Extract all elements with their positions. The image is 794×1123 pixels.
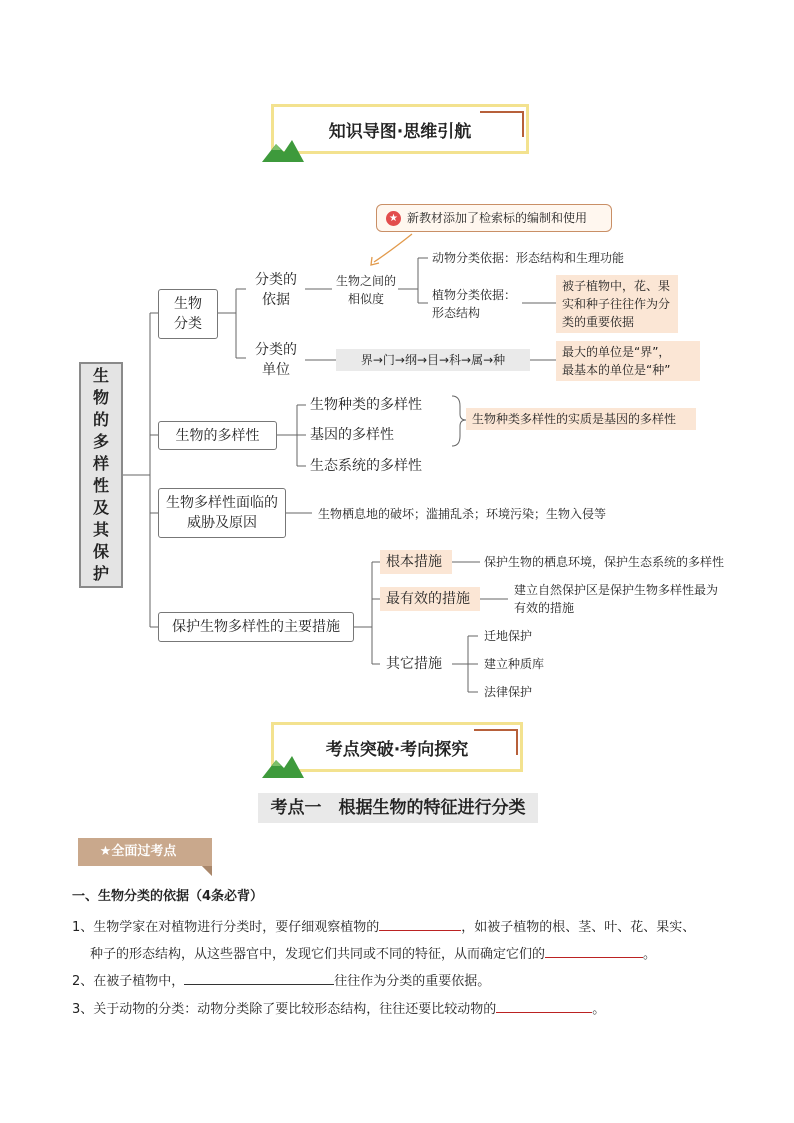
star-icon: ★: [386, 211, 401, 226]
banner-mindmap-title: 知识导图·思维引航: [328, 122, 472, 142]
most-effective-detail: [514, 581, 718, 617]
banner-corner: [474, 729, 518, 731]
comprehensive-tag-label: ★全面过考点: [99, 844, 177, 859]
root-char: 样: [92, 454, 109, 473]
paragraph-3: [72, 998, 605, 1019]
other-measures: 其它措施: [386, 656, 442, 672]
p1-text-d: 。: [643, 947, 657, 962]
branch-protection-label: 保护生物多样性的主要措施: [172, 619, 340, 635]
most-effective-measure: 最有效的措施: [380, 587, 480, 611]
branch-protection: [158, 612, 354, 642]
classification-unit: 分类的单位: [255, 342, 297, 378]
branch-biodiversity-label: 生物的多样性: [175, 427, 260, 444]
root-char: 的: [92, 410, 109, 429]
paragraph-2: [72, 970, 490, 991]
species-diversity: 生物种类的多样性: [310, 397, 422, 413]
root-char: 性: [92, 476, 109, 495]
mountain-icon: [262, 752, 304, 778]
unit-note-basic: 最基本的单位是“种”: [562, 363, 671, 377]
root-char: 多: [92, 432, 109, 451]
fundamental-measure-detail: 保护生物的栖息环境，保护生态系统的多样性: [484, 555, 725, 569]
legal-protection: 法律保护: [484, 685, 533, 699]
ecosystem-diversity: 生态系统的多样性: [310, 458, 422, 474]
p3-text-b: 。: [592, 1002, 606, 1017]
similarity-degree: 生物之间的相似度: [336, 274, 397, 306]
fill-blank[interactable]: [496, 998, 592, 1013]
most-effective-detail-line1: 建立自然保护区是保护生物多样性最为: [514, 583, 719, 597]
paragraph-1-line-1: [72, 916, 695, 937]
banner-exam-points: [271, 722, 523, 772]
p1-text-c: 种子的形态结构，从这些器官中，发现它们共同或不同的特征，从而确定它们的: [90, 947, 546, 962]
p3-text-a: 3、关于动物的分类：动物分类除了要比较形态结构，往往还要比较动物的: [72, 1002, 497, 1017]
mindmap-root: [79, 362, 123, 588]
branch-threats: [158, 488, 286, 538]
root-char: 其: [92, 520, 109, 539]
ex-situ-conservation: 迁地保护: [484, 629, 533, 643]
fill-blank[interactable]: [545, 943, 643, 958]
banner-exam-points-title: 考点突破·考向探究: [325, 740, 469, 760]
taxonomy-chain: [336, 349, 530, 371]
branch-threats-label: 生物多样性面临的威胁及原因: [166, 495, 278, 531]
note-text: 新教材添加了检索标的编制和使用: [407, 211, 588, 225]
p2-text-a: 2、在被子植物中，: [72, 974, 185, 989]
exam-point-heading: 考点一 根据生物的特征进行分类: [258, 793, 538, 823]
plant-classification-basis: 植物分类依据：形态结构: [432, 288, 517, 320]
angiosperm-note: 被子植物中，花、果实和种子往往作为分类的重要依据: [556, 275, 678, 333]
germplasm-bank: 建立种质库: [484, 657, 545, 671]
diversity-essence-note: 生物种类多样性的实质是基因的多样性: [466, 408, 696, 430]
fill-blank[interactable]: [379, 916, 461, 931]
p2-text-b: 往往作为分类的重要依据。: [334, 974, 491, 989]
unit-note: [556, 341, 700, 381]
new-textbook-note: [376, 204, 612, 232]
root-char: 护: [92, 564, 109, 583]
paragraph-1-line-2: [90, 943, 656, 964]
fundamental-measure: 根本措施: [380, 550, 452, 574]
root-char: 及: [92, 498, 109, 517]
banner-corner: [516, 729, 518, 755]
threats-detail: 生物栖息地的破坏；滥捕乱杀；环境污染；生物入侵等: [318, 507, 607, 521]
gene-diversity: 基因的多样性: [310, 427, 394, 443]
fill-blank[interactable]: [184, 970, 334, 985]
branch-classification: [158, 289, 218, 339]
most-effective-detail-line2: 有效的措施: [514, 601, 575, 615]
root-char: 生: [92, 366, 109, 385]
root-char: 保: [92, 542, 109, 561]
animal-classification-basis: 动物分类依据：形态结构和生理功能: [432, 251, 625, 265]
root-char: 物: [92, 388, 109, 407]
unit-note-largest: 最大的单位是“界”，: [562, 345, 671, 359]
subheading-classification-basis: 一、生物分类的依据（4条必背）: [72, 889, 264, 904]
classification-basis: 分类的依据: [255, 272, 297, 308]
branch-classification-label: 生物分类: [174, 296, 202, 332]
p1-text-a: 1、生物学家在对植物进行分类时，要仔细观察植物的: [72, 920, 380, 935]
branch-biodiversity: [158, 421, 277, 450]
p1-text-b: ，如被子植物的根、茎、叶、花、果实、: [461, 920, 696, 935]
taxonomy-chain-text: 界→门→纲→目→科→属→种: [360, 353, 506, 367]
